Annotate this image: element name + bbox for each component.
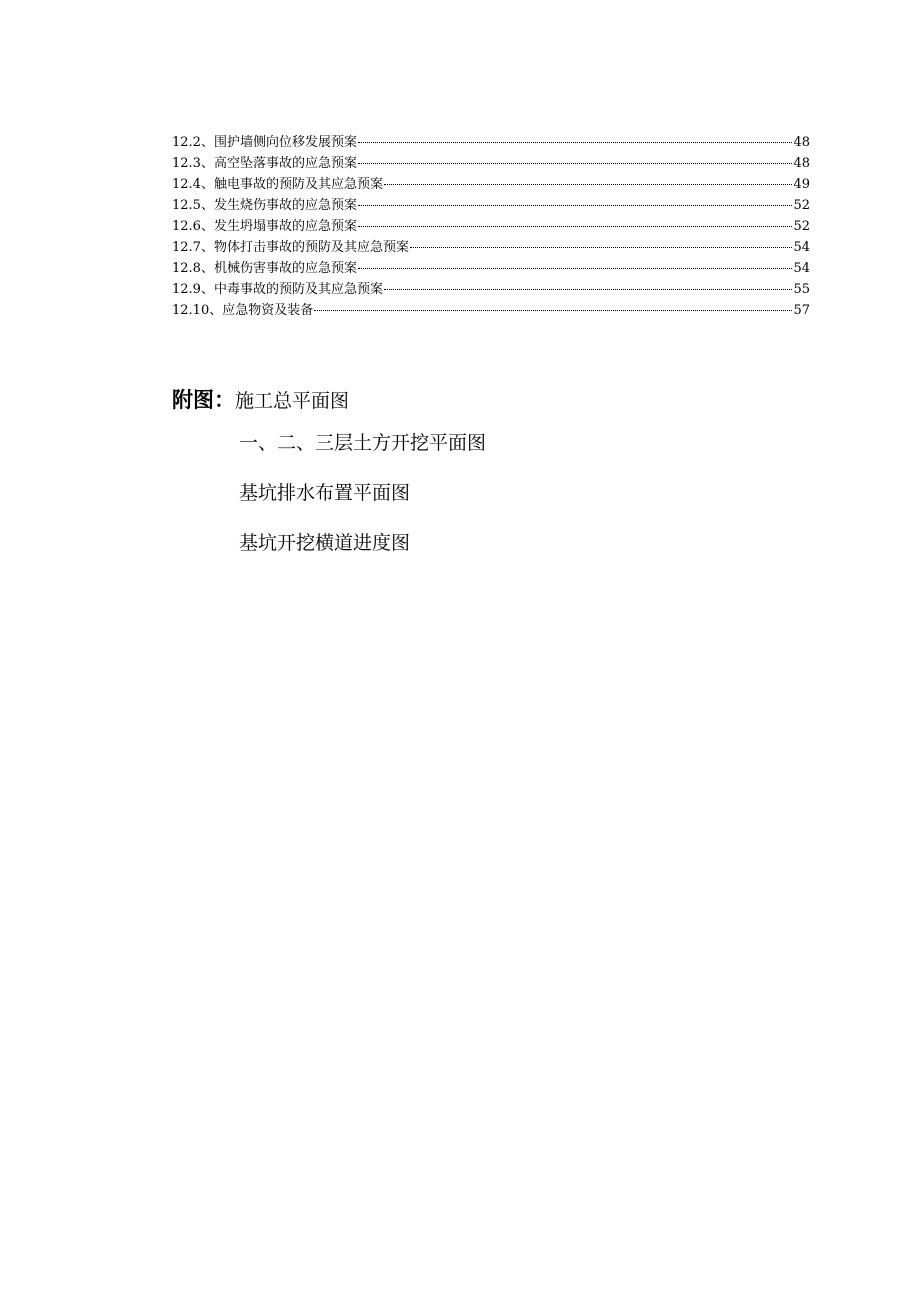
toc-entry-title: 12.5、发生烧伤事故的应急预案 (172, 198, 357, 213)
toc-entry-page: 49 (793, 177, 810, 192)
toc-entry[interactable] (172, 174, 810, 195)
appendix-heading (172, 382, 772, 418)
toc-dot-leader (358, 268, 793, 269)
toc-dot-leader (384, 289, 793, 290)
toc-entry[interactable] (172, 300, 810, 321)
appendix-item: 基坑排水布置平面图 (239, 482, 411, 504)
table-of-contents (172, 132, 810, 321)
toc-dot-leader (358, 226, 793, 227)
toc-entry[interactable] (172, 258, 810, 279)
toc-entry[interactable] (172, 195, 810, 216)
appendix-item: 施工总平面图 (235, 390, 350, 412)
toc-entry-title: 12.9、中毒事故的预防及其应急预案 (172, 282, 383, 297)
appendix-item: 基坑开挖横道进度图 (239, 532, 411, 554)
appendix-label: 附图： (172, 387, 235, 412)
toc-entry[interactable] (172, 216, 810, 237)
toc-entry[interactable] (172, 153, 810, 174)
toc-entry-title: 12.8、机械伤害事故的应急预案 (172, 261, 357, 276)
toc-entry-title: 12.6、发生坍塌事故的应急预案 (172, 219, 357, 234)
toc-dot-leader (358, 205, 793, 206)
toc-entry[interactable] (172, 237, 810, 258)
toc-dot-leader (358, 163, 793, 164)
toc-entry-page: 55 (793, 282, 810, 297)
toc-entry-title: 12.3、高空坠落事故的应急预案 (172, 156, 357, 171)
toc-entry-page: 57 (793, 303, 810, 318)
toc-entry[interactable] (172, 132, 810, 153)
toc-entry[interactable] (172, 279, 810, 300)
appendix-section (172, 382, 772, 568)
toc-entry-title: 12.10、应急物资及装备 (172, 303, 314, 318)
appendix-item: 一、二、三层土方开挖平面图 (239, 432, 487, 454)
toc-dot-leader (410, 247, 793, 248)
toc-entry-title: 12.2、围护墙侧向位移发展预案 (172, 135, 357, 150)
appendix-list (239, 418, 772, 568)
toc-entry-page: 54 (793, 261, 810, 276)
toc-dot-leader (384, 184, 793, 185)
toc-dot-leader (358, 142, 793, 143)
toc-entry-page: 52 (793, 198, 810, 213)
toc-entry-page: 48 (793, 156, 810, 171)
toc-entry-page: 54 (793, 240, 810, 255)
toc-dot-leader (314, 310, 792, 311)
toc-entry-page: 48 (793, 135, 810, 150)
toc-entry-title: 12.7、物体打击事故的预防及其应急预案 (172, 240, 409, 255)
toc-entry-title: 12.4、触电事故的预防及其应急预案 (172, 177, 383, 192)
toc-entry-page: 52 (793, 219, 810, 234)
